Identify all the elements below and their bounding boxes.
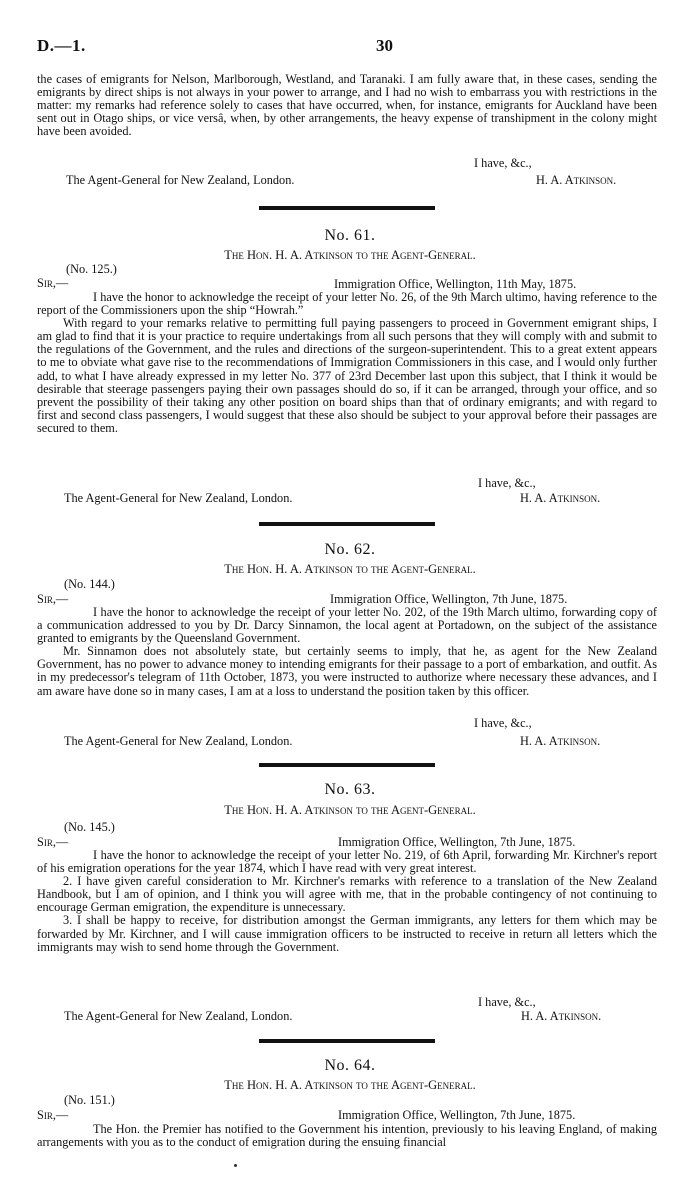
letter-63-ref: (No. 145.) [64, 820, 115, 834]
separator-rule [259, 522, 435, 526]
separator-rule [259, 763, 435, 767]
letter-62-addressee: The Agent-General for New Zealand, London. [64, 734, 293, 748]
letter-62-title-text: The Hon. H. A. Atkinson to the Agent-General. [224, 562, 476, 576]
letter-64-dateline: Immigration Office, Wellington, 7th June, 1875. [338, 1108, 576, 1122]
separator-rule [259, 206, 435, 210]
letter-64-salutation: Sir,— [37, 1108, 69, 1122]
letter-63-closing: I have, &c., [478, 995, 536, 1009]
intro-paragraph-block [37, 73, 657, 138]
letter-62-dateline: Immigration Office, Wellington, 7th June, 1875. [330, 592, 568, 606]
letter-63-paragraph-2: 2. I have given careful consideration to Mr. Kirchner's remarks with reference to a translation of the New Zealand Handbook, but I am of opinion, and I think you will agree with me, that in the probable contingency of not continuing to encourage German emigration, the expenditure is unnecessary. [37, 874, 657, 915]
letter-61-paragraph-2: With regard to your remarks relative to permitting full paying passengers to proceed in Government emigrant ships, I am glad to find that it is your practice to require undertakings from all such persons that they will comply with and submit to the regulations of the Government, and the rules and directions of the surgeon-superintendent. This to a great extent appears to me to obviate what gave rise to the recommendations of Immigration Commissioners in this case, and I would only further add, to what I have already expressed in my letter No. 377 of 23rd December last upon this subject, that I think it would be desirable that steerage passengers paying their own passages should do so, if it can be arranged, through your office, and so prevent the possibility of their taking any other position on board ships than that of ordinary emigrants; and with regard to first and second class passengers, I would suggest that these also should be subject to your approval before their passages are secured to them. [37, 316, 657, 435]
letter-63-body [37, 849, 657, 954]
intro-paragraph: the cases of emigrants for Nelson, Marlborough, Westland, and Taranaki. I am fully aware that, in these cases, sending the emigrants by direct ships is not always in your power to arrange, and I had no wish to embarrass you with restrictions in the matter: my remarks had reference solely to cases that have occurred, when, for instance, emigrants for Auckland have been sent out in Otago ships, or vice versâ, when, by other arrangements, the heavy expense of transhipment in the colony might have been avoided. [37, 72, 657, 139]
letter-62-ref: (No. 144.) [64, 577, 115, 591]
letter-62-paragraph-1: I have the honor to acknowledge the receipt of your letter No. 202, of the 19th March ultimo, forwarding copy of a communication addressed to you by Dr. Darcy Sinnamon, the local agent at Portadown, on the subject of the assistance granted to emigrants by the Queensland Government. [37, 605, 657, 646]
letter-63-addressee: The Agent-General for New Zealand, London. [64, 1009, 293, 1023]
letter-63-dateline: Immigration Office, Wellington, 7th June, 1875. [338, 835, 576, 849]
letter-61-ref: (No. 125.) [66, 262, 117, 276]
letter-61-dateline: Immigration Office, Wellington, 11th May, 1875. [334, 277, 577, 291]
intro-signature: H. A. Atkinson. [536, 173, 617, 187]
letter-64-number: No. 64. [324, 1057, 376, 1074]
letter-62-paragraph-2: Mr. Sinnamon does not absolutely state, but certainly seems to imply, that he, as agent for the New Zealand Government, has no power to advance money to intending emigrants for their passage to a port of embarkation, and outfit. As in my predecessor's telegram of 11th October, 1873, you were instructed to authorize where necessary these advances, and I am aware have done so in many cases, I am at a loss to understand the position taken by this officer. [37, 644, 657, 698]
letter-62-number: No. 62. [324, 541, 376, 558]
letter-61-title-text: The Hon. H. A. Atkinson to the Agent-General. [224, 248, 476, 262]
letter-62-body [37, 606, 657, 698]
letter-64-ref: (No. 151.) [64, 1093, 115, 1107]
letter-61-addressee: The Agent-General for New Zealand, London. [64, 491, 293, 505]
letter-63-paragraph-1: I have the honor to acknowledge the receipt of your letter No. 219, of 6th April, forwarding Mr. Kirchner's report of his emigration operations for the year 1874, which I have read with very great interest. [37, 848, 657, 876]
intro-addressee: The Agent-General for New Zealand, London. [66, 173, 295, 187]
letter-62-closing: I have, &c., [474, 716, 532, 730]
letter-61-closing: I have, &c., [478, 476, 536, 490]
letter-63-salutation: Sir,— [37, 835, 69, 849]
letter-63-paragraph-3: 3. I shall be happy to receive, for distribution amongst the German immigrants, any letters for them which may be forwarded by Mr. Kirchner, and I will cause immigration officers to be instructed to receive in return all letters which the immigrants may wish to send home through the Government. [37, 913, 657, 954]
print-speck [234, 1164, 237, 1167]
letter-61-signature: H. A. Atkinson. [520, 491, 601, 505]
letter-64-paragraph-1: The Hon. the Premier has notified to the Government his intention, previously to his leaving England, of making arrangements with you as to the conduct of emigration during the ensuing financial [37, 1122, 657, 1150]
page-header [37, 36, 660, 58]
letter-62-title [0, 562, 700, 577]
intro-closing: I have, &c., [474, 156, 532, 170]
letter-62-salutation: Sir,— [37, 592, 69, 606]
letter-61-paragraph-1: I have the honor to acknowledge the receipt of your letter No. 26, of the 9th March ultimo, having reference to the report of the Commissioners upon the ship “Howrah.” [37, 290, 657, 318]
separator-rule [259, 1039, 435, 1043]
letter-62-signature: H. A. Atkinson. [520, 734, 601, 748]
letter-63-number: No. 63. [324, 781, 376, 798]
page-number: 30 [376, 36, 393, 55]
letter-64-title-text: The Hon. H. A. Atkinson to the Agent-General. [224, 1078, 476, 1092]
letter-63-title [0, 803, 700, 818]
letter-64-title [0, 1078, 700, 1093]
letter-61-number: No. 61. [324, 227, 376, 244]
letter-64-body [37, 1123, 657, 1149]
letter-61-title [0, 248, 700, 263]
letter-63-signature: H. A. Atkinson. [521, 1009, 602, 1023]
letter-61-body [37, 291, 657, 435]
section-label: D.—1. [37, 36, 86, 55]
letter-63-title-text: The Hon. H. A. Atkinson to the Agent-General. [224, 803, 476, 817]
letter-61-salutation: Sir,— [37, 276, 69, 290]
